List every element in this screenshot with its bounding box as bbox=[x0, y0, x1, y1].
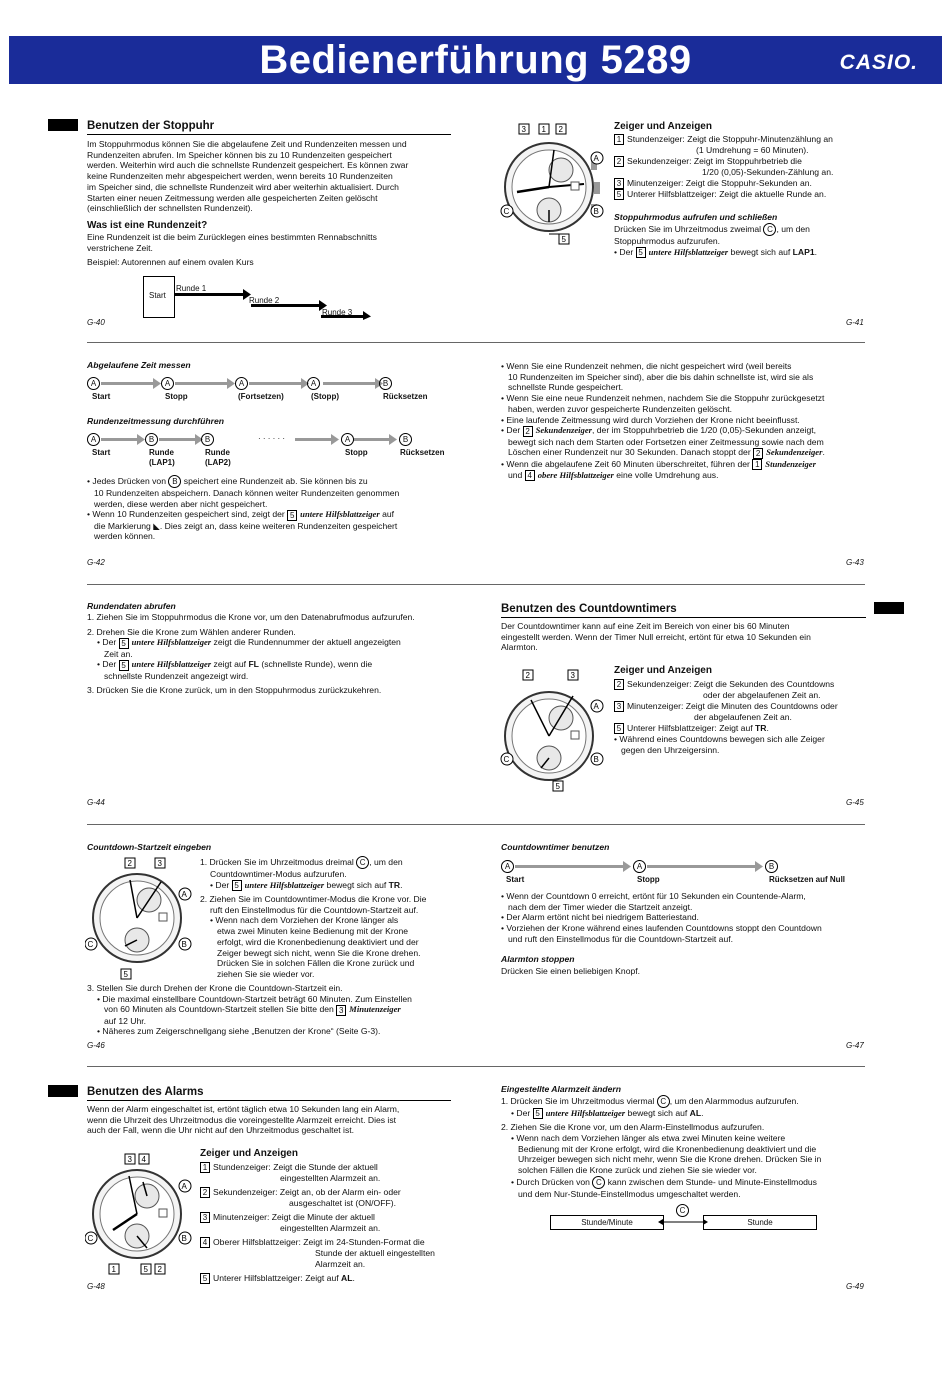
lap1-label: Runde 1 bbox=[176, 284, 207, 293]
list-item: 3 Minutenzeiger: Zeigt die Stoppuhr-Sekunden an. bbox=[614, 178, 874, 189]
button-b: B bbox=[201, 433, 214, 446]
seq-label: Runde (LAP2) bbox=[205, 448, 231, 467]
section-heading: Benutzen des Alarms bbox=[87, 1085, 451, 1101]
seq-label: Stopp bbox=[637, 875, 660, 884]
subheading: Countdowntimer benutzen bbox=[501, 842, 610, 852]
button-c: C bbox=[676, 1204, 689, 1217]
watch-diagram bbox=[85, 856, 195, 980]
section-marker bbox=[874, 602, 904, 614]
lap3-label: Runde 3 bbox=[322, 308, 353, 317]
svg-text:2: 2 bbox=[525, 671, 530, 680]
mode-text: Drücken Sie im Uhrzeitmodus zweimal C , um den Stoppuhrmodus aufzurufen. • Der 5 untere Hilfsblattzeiger bewegt sich auf LAP1. bbox=[614, 223, 874, 258]
svg-text:C: C bbox=[503, 207, 510, 216]
hour-minute-box: Stunde/Minute bbox=[550, 1215, 664, 1230]
seq-label: Start bbox=[92, 392, 111, 401]
button-a: A bbox=[235, 377, 248, 390]
seq-label: Start bbox=[506, 875, 525, 884]
svg-text:B: B bbox=[593, 755, 599, 764]
watch-diagram bbox=[499, 122, 609, 246]
button-a: A bbox=[307, 377, 320, 390]
definition-text: Eine Rundenzeit ist die beim Zurücklegen eines bestimmten Rennabschnitts verstrichene Zeit. bbox=[87, 232, 377, 253]
button-a: A bbox=[341, 433, 354, 446]
svg-text:C: C bbox=[87, 1234, 94, 1243]
svg-text:5: 5 bbox=[555, 782, 560, 791]
intro-text: Im Stoppuhrmodus können Sie die abgelaufene Zeit und Rundenzeiten messen und Rundenzeiten abrufen. Im Speicher können bis zu 10 Rundenzeiten gespeichert werden. Weiterhin wird auch die schnellste Rundenzeit gespeichert. Es können zwar keine Rundenzeiten mehr abgespeichert werden, wenn bereits 10 Rundenzeiten im Speicher sind, die schnellste Rundenzeit wird aber weiterhin aktualisiert. Durch Starten einer neuen Zeitmessung werden alle gespeicherten Zeiten gelöscht (einschließlich der schnellsten Rundenzeit). bbox=[87, 139, 409, 214]
casio-logo: CASIO. bbox=[839, 51, 918, 74]
svg-text:A: A bbox=[181, 1182, 187, 1191]
page-number: G-42 bbox=[87, 558, 105, 567]
steps: 1. Drücken Sie im Uhrzeitmodus dreimal C , um den Countdowntimer-Modus aufzurufen. • Der 5 untere Hilfsblattzeiger bewegt sich auf TR. 2. Ziehen Sie im Countdowntimer-Modus die Krone vor. Die ruft den Einstellmodus für die Countdown-Startzeit auf. • Wenn nach dem Vorziehen der Krone länger als etwa zwei Minuten keine Bedienung mit der Krone erfolgt, wird die Kronenbedienung deaktiviert und der Zeiger bewegt sich nicht, wenn Sie die Krone drehen. Drücken Sie in solchen Fällen die Krone zurück und ziehen Sie sie wieder vor. bbox=[200, 856, 460, 980]
svg-text:2: 2 bbox=[558, 125, 563, 134]
page-number: G-43 bbox=[846, 558, 864, 567]
pointer-icon: ◣ bbox=[153, 520, 160, 531]
button-a: A bbox=[501, 860, 514, 873]
subheading: Was ist eine Rundenzeit? bbox=[87, 220, 208, 231]
hour-box: Stunde bbox=[703, 1215, 817, 1230]
button-a: A bbox=[87, 433, 100, 446]
page-number: G-47 bbox=[846, 1041, 864, 1050]
example-text: Beispiel: Autorennen auf einem ovalen Kurs bbox=[87, 257, 254, 267]
subheading: Stoppuhrmodus aufrufen und schließen bbox=[614, 212, 778, 222]
page-number: G-45 bbox=[846, 798, 864, 807]
page-number: G-46 bbox=[87, 1041, 105, 1050]
button-b: B bbox=[145, 433, 158, 446]
notes: • Wenn Sie eine Rundenzeit nehmen, die nicht gespeichert wird (weil bereits 10 Rundenzeiten im Speicher sind), aber die bis dahin schnellste ist, wird sie als schnellste Runde gespeichert. • Wenn Sie eine neue Rundenzeit nehmen, nachdem Sie die Stoppuhr zurückgesetzt haben, werden zuvor gespeicherte Rundenzeiten gelöscht. • Eine laufende Zeitmessung wird durch Vorziehen der Krone nicht beeinflusst. • Der 2 Sekundenzeiger, der im Stoppuhrbetrieb die 1/20 (0,05)-Sekunden anzeigt, bewegt sich nach dem Starten oder Fortsetzen einer Zeitmessung sowie nach dem Löschen einer Rundenzeit nur 30 Sekunden. Danach stoppt der 2 Sekundenzeiger. • Wenn die abgelaufene Zeit 60 Minuten überschreitet, führen der 1 Stundenzeiger und 4 obere Hilfsblattzeiger eine volle Umdrehung aus. bbox=[501, 361, 871, 481]
sequence-arrows bbox=[87, 433, 417, 447]
seq-label: Stopp bbox=[165, 392, 188, 401]
svg-text:4: 4 bbox=[141, 1155, 146, 1164]
ellipsis: · · · · · · bbox=[258, 434, 286, 443]
button-a: A bbox=[87, 377, 100, 390]
start-label: Start bbox=[149, 291, 166, 300]
notes: • Wenn der Countdown 0 erreicht, ertönt für 10 Sekunden ein Countende-Alarm, nach dem der Timer wieder die Startzeit anzeigt. • Der Alarm ertönt nicht bei niedrigem Batteriestand. • Vorziehen der Krone während eines laufenden Countdowns stoppt den Countdown und ruft den Einstellmodus für die Countdown-Startzeit auf. bbox=[501, 891, 871, 945]
lap2-label: Runde 2 bbox=[249, 296, 280, 305]
section-marker bbox=[48, 119, 78, 131]
intro-text: Der Countdowntimer kann auf eine Zeit im Bereich von einer bis 60 Minuten eingestellt werden. Wenn der Timer Null erreicht, ertönt für etwa 10 Sekunden ein Alarmton. bbox=[501, 621, 811, 653]
list-item: 4 Oberer Hilfsblattzeiger: Zeigt im 24-Stunden-Format die bbox=[200, 1237, 460, 1248]
list-item: 5 Unterer Hilfsblattzeiger: Zeigt die aktuelle Runde an. bbox=[614, 189, 874, 200]
page-number: G-48 bbox=[87, 1282, 105, 1291]
svg-text:5: 5 bbox=[143, 1265, 148, 1274]
alarm-stop-text: Drücken Sie einen beliebigen Knopf. bbox=[501, 966, 641, 976]
svg-text:C: C bbox=[87, 940, 94, 949]
svg-text:2: 2 bbox=[157, 1265, 162, 1274]
page-number: G-44 bbox=[87, 798, 105, 807]
hands-list: 1 Stundenzeiger: Zeigt die Stunde der aktuell eingestellten Alarmzeit an. 2 Sekundenzeiger: Zeigt an, ob der Alarm ein- oder ausgeschaltet ist (ON/OFF). 3 Minutenzeiger: Zeigt die Minute der aktuell eingestellten Alarmzeit an. 4 Oberer Hilfsblattzeiger: Zeigt im 24-Stunden-Format die Stunde der aktuell eingestellten Alarmzeit an. 5 Unterer Hilfsblattzeiger: Zeigt auf AL. bbox=[200, 1162, 460, 1284]
watch-diagram bbox=[85, 1152, 195, 1276]
button-b: B bbox=[765, 860, 778, 873]
section-heading: Benutzen des Countdowntimers bbox=[501, 602, 866, 618]
divider bbox=[87, 824, 865, 825]
list-item: 5 Unterer Hilfsblattzeiger: Zeigt auf TR. bbox=[614, 723, 874, 734]
button-a: A bbox=[161, 377, 174, 390]
seq-label: (Stopp) bbox=[311, 392, 339, 401]
svg-text:5: 5 bbox=[561, 235, 566, 244]
list-item: 2 Sekundenzeiger: Zeigt an, ob der Alarm ein- oder bbox=[200, 1187, 460, 1198]
seq-label: Runde (LAP1) bbox=[149, 448, 175, 467]
hands-list: 1 Stundenzeiger: Zeigt die Stoppuhr-Minutenzählung an (1 Umdrehung = 60 Minuten). 2 Sekundenzeiger: Zeigt im Stoppuhrbetrieb die 1/20 (0,05)-Sekunden-Zählung an. 3 Minutenzeiger: Zeigt die Stoppuhr-Sekunden an. 5 Unterer Hilfsblattzeiger: Zeigt die aktuelle Runde an. bbox=[614, 134, 874, 200]
steps: 1. Ziehen Sie im Stoppuhrmodus die Krone vor, um den Datenabrufmodus aufzurufen. 2. Drehen Sie die Krone zum Wählen anderer Runden. • Der 5 untere Hilfsblattzeiger zeigt die Rundennummer der aktuell angezeigten Zeit an. • Der 5 untere Hilfsblattzeiger zeigt auf FL (schnellste Runde), wenn die schnellste Rundenzeit angezeigt wird. 3. Drücken Sie die Krone zurück, um in den Stoppuhrmodus zurückzukehren. bbox=[87, 612, 467, 696]
seq-label: Rücksetzen bbox=[400, 448, 445, 457]
list-item: 3 Minutenzeiger: Zeigt die Minute der aktuell bbox=[200, 1212, 460, 1223]
svg-text:1: 1 bbox=[541, 125, 546, 134]
steps: 1. Drücken Sie im Uhrzeitmodus viermal C , um den Alarmmodus aufzurufen. • Der 5 untere Hilfsblattzeiger bewegt sich auf AL. 2. Ziehen Sie die Krone vor, um den Alarm-Einstellmodus aufzurufen. • Wenn nach dem Vorziehen länger als etwa zwei Minuten keine weitere Bedienung mit der Krone erfolgt, wird die Kronenbedienung deaktiviert und die Uhrzeiger bewegen sich nicht mehr, wenn Sie die Krone drehen. Drücken Sie in solchen Fällen die Krone zurück und ziehen Sie sie wieder vor. • Durch Drücken von C kann zwischen dem Stunde- und Minute-Einstellmodus und dem Nur-Stunde-Einstellmodus umgeschaltet werden. bbox=[501, 1095, 871, 1200]
subheading: Rundendaten abrufen bbox=[87, 601, 176, 611]
seq-label: Start bbox=[92, 448, 111, 457]
header-banner bbox=[9, 36, 942, 84]
subheading: Countdown-Startzeit eingeben bbox=[87, 842, 212, 852]
svg-text:3: 3 bbox=[521, 125, 526, 134]
subheading: Zeiger und Anzeigen bbox=[614, 121, 712, 132]
subheading: Zeiger und Anzeigen bbox=[200, 1148, 298, 1159]
list-item: 1 Stundenzeiger: Zeigt die Stunde der aktuell bbox=[200, 1162, 460, 1173]
svg-text:3: 3 bbox=[570, 671, 575, 680]
list-item: 5 Unterer Hilfsblattzeiger: Zeigt auf AL. bbox=[200, 1273, 460, 1284]
list-item: 3 Minutenzeiger: Zeigt die Minuten des Countdowns oder bbox=[614, 701, 874, 712]
divider bbox=[87, 584, 865, 585]
svg-text:A: A bbox=[181, 890, 187, 899]
hands-list: 2 Sekundenzeiger: Zeigt die Sekunden des Countdowns oder der abgelaufenen Zeit an. 3 Minutenzeiger: Zeigt die Minuten des Countdowns oder der abgelaufenen Zeit an. 5 Unterer Hilfsblattzeiger: Zeigt auf TR. • Während eines Countdowns bewegen sich alle Zeiger gegen den Uhrzeigersinn. bbox=[614, 679, 874, 756]
page-title: Bedienerführung 5289 bbox=[259, 38, 692, 82]
svg-text:B: B bbox=[181, 1234, 187, 1243]
page-number: G-41 bbox=[846, 318, 864, 327]
svg-text:C: C bbox=[503, 755, 510, 764]
svg-text:1: 1 bbox=[111, 1265, 116, 1274]
svg-text:3: 3 bbox=[127, 1155, 132, 1164]
list-item: 2 Sekundenzeiger: Zeigt die Sekunden des Countdowns bbox=[614, 679, 874, 690]
svg-text:5: 5 bbox=[123, 970, 128, 979]
list-item: 1 Stundenzeiger: Zeigt die Stoppuhr-Minutenzählung an bbox=[614, 134, 874, 145]
svg-text:2: 2 bbox=[127, 859, 132, 868]
page-number: G-49 bbox=[846, 1282, 864, 1291]
svg-text:A: A bbox=[593, 154, 599, 163]
seq-label: (Fortsetzen) bbox=[238, 392, 284, 401]
seq-label: Stopp bbox=[345, 448, 368, 457]
svg-text:A: A bbox=[593, 702, 599, 711]
start-box bbox=[143, 276, 175, 318]
section-marker bbox=[48, 1085, 78, 1097]
divider bbox=[87, 342, 865, 343]
button-b: B bbox=[399, 433, 412, 446]
subheading: Alarmton stoppen bbox=[501, 954, 575, 964]
seq-label: Rücksetzen bbox=[383, 392, 428, 401]
intro-text: Wenn der Alarm eingeschaltet ist, ertönt täglich etwa 10 Sekunden lang ein Alarm, wenn die Uhrzeit des Uhrzeitmodus die voreingestellte Alarmzeit erreicht. Dies ist auch der Fall, wenn die Uhr nicht auf den Uhrzeitmodus geschaltet ist. bbox=[87, 1104, 400, 1136]
subheading: Zeiger und Anzeigen bbox=[614, 665, 712, 676]
section-heading: Benutzen der Stoppuhr bbox=[87, 119, 451, 135]
svg-text:B: B bbox=[181, 940, 187, 949]
steps: 3. Stellen Sie durch Drehen der Krone die Countdown-Startzeit ein. • Die maximal einstellbare Countdown-Startzeit beträgt 60 Minuten. Zum Einstellen von 60 Minuten als Countdown-Startzeit stellen Sie bitte den 3 Minutenzeiger auf 12 Uhr. • Näheres zum Zeigerschnellgang siehe „Benutzen der Krone“ (Seite G-3). bbox=[87, 983, 467, 1037]
subheading: Rundenzeitmessung durchführen bbox=[87, 416, 225, 426]
divider bbox=[87, 1066, 865, 1067]
svg-text:3: 3 bbox=[157, 859, 162, 868]
list-item: 2 Sekundenzeiger: Zeigt im Stoppuhrbetrieb die bbox=[614, 156, 874, 167]
button-a: A bbox=[633, 860, 646, 873]
subheading: Eingestellte Alarmzeit ändern bbox=[501, 1084, 622, 1094]
button-b: B bbox=[379, 377, 392, 390]
seq-label: Rücksetzen auf Null bbox=[769, 875, 846, 884]
page-number: G-40 bbox=[87, 318, 105, 327]
watch-diagram bbox=[499, 668, 609, 792]
svg-text:B: B bbox=[593, 207, 599, 216]
notes: • Jedes Drücken von B speichert eine Rundenzeit ab. Sie können bis zu 10 Rundenzeiten abspeichern. Danach können weiter Rundenzeiten genommen werden, diese werden aber nicht gespeichert. • Wenn 10 Rundenzeiten gespeichert sind, zeigt der 5 untere Hilfsblattzeiger auf die Markierung ◣. Dies zeigt an, dass keine weiteren Rundenzeiten gespeichert werden können. bbox=[87, 475, 457, 542]
subheading: Abgelaufene Zeit messen bbox=[87, 360, 191, 370]
